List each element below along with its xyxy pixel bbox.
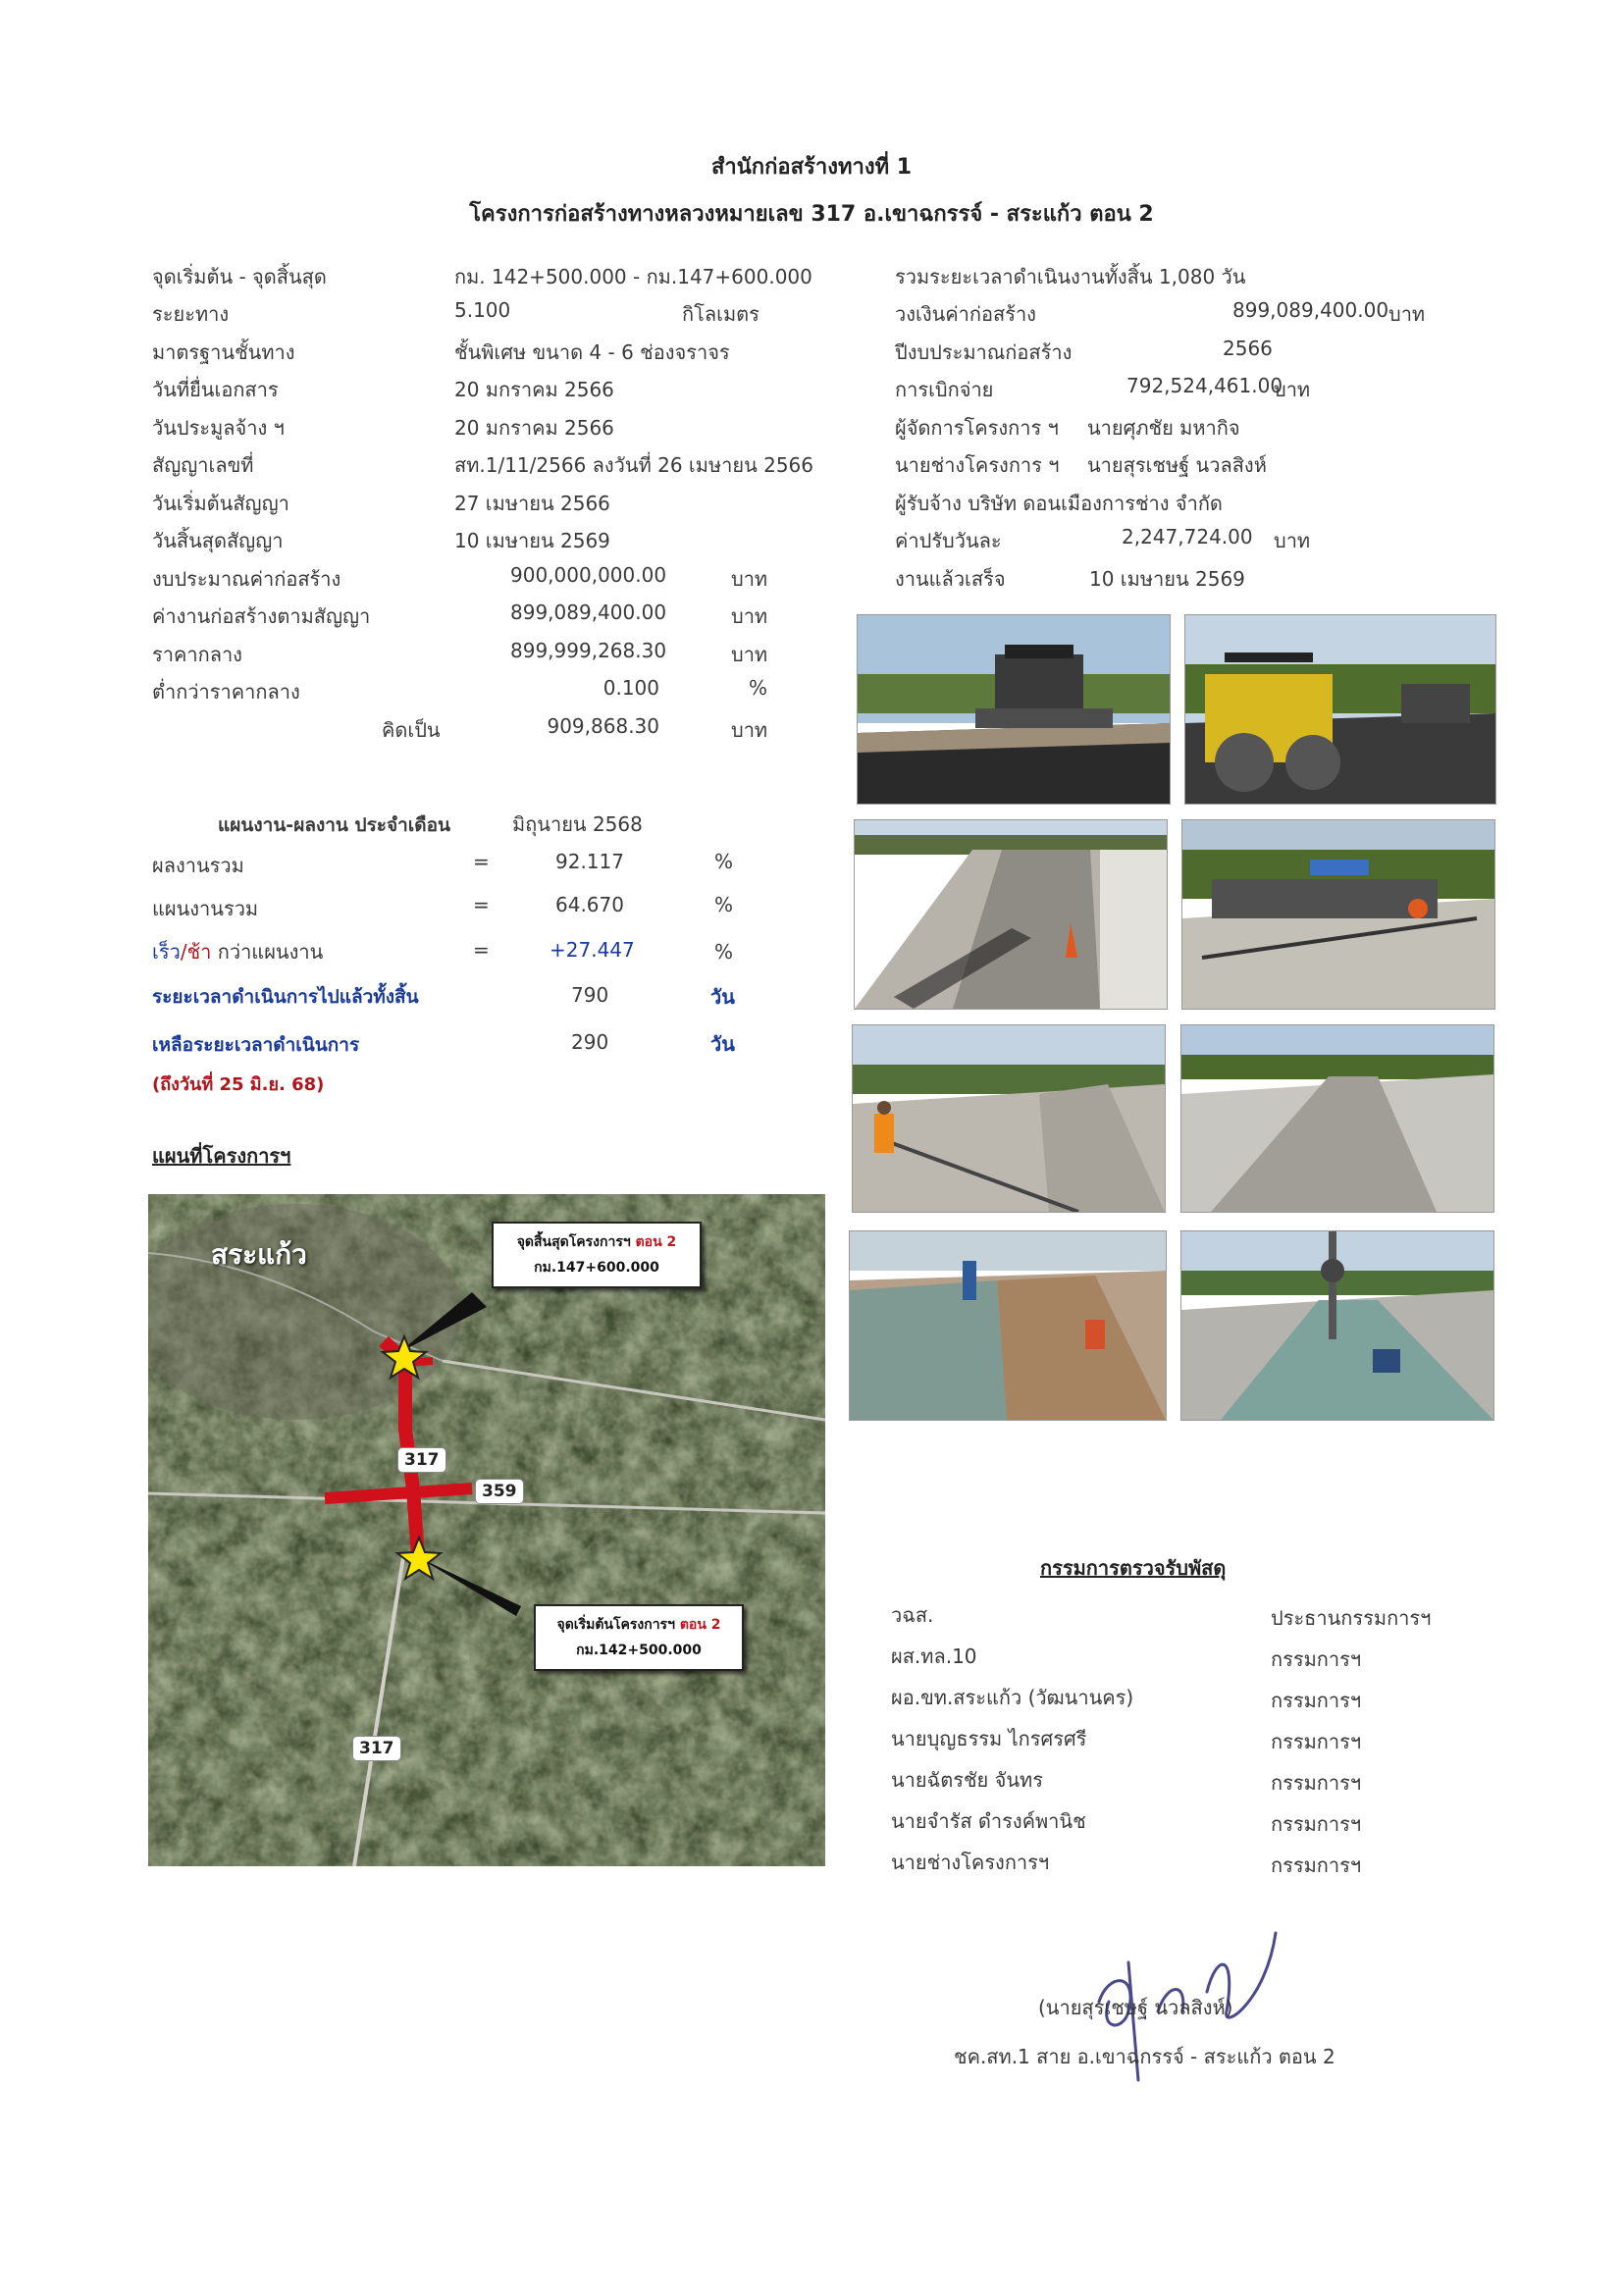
detail-unit: กิโลเมตร xyxy=(682,302,759,326)
photo-finished-concrete-road xyxy=(1180,1024,1494,1213)
daily-fine-unit: บาท xyxy=(1274,529,1311,552)
detail-value: ชั้นพิเศษ ขนาด 4 - 6 ช่องจราจร xyxy=(454,340,730,364)
detail-value: 5.100 xyxy=(454,298,511,322)
committee-heading: กรรมการตรวจรับพัสดุ xyxy=(1040,1556,1227,1580)
map-heading: แผนที่โครงการฯ xyxy=(152,1144,291,1168)
committee-member-role: ประธานกรรมการฯ xyxy=(1271,1606,1432,1630)
daily-fine-value: 2,247,724.00 xyxy=(1122,525,1253,548)
planned-progress-value: 64.670 xyxy=(555,893,624,916)
slow-label: ช้า xyxy=(186,940,212,964)
engineer-value: นายสุรเชษฐ์ นวลสิงห์ xyxy=(1087,453,1267,477)
vs-plan-label: กว่าแผนงาน xyxy=(211,940,324,964)
planned-progress-unit: % xyxy=(714,893,734,916)
diff-value: +27.447 xyxy=(550,938,635,962)
office-title: สำนักก่อสร้างทางที่ 1 xyxy=(710,155,913,180)
budget-value: 0.100 xyxy=(602,676,659,700)
fast-label: เร็ว xyxy=(152,940,181,964)
signer-name: (นายสุรเชษฐ์ นวลสิงห์) xyxy=(1038,1996,1233,2019)
budget-unit: บาท xyxy=(731,567,768,591)
route-shield-359: 359 xyxy=(475,1479,524,1504)
fast-slow-label xyxy=(152,936,323,967)
detail-label: สัญญาเลขที่ xyxy=(152,453,254,477)
budget-unit: บาท xyxy=(731,643,768,666)
engineer-label: นายช่างโครงการ ฯ xyxy=(895,453,1060,477)
photo-concrete-slab xyxy=(854,819,1168,1010)
route-shield-317-bottom: 317 xyxy=(352,1736,401,1761)
contract-budget-value: 899,089,400.00 xyxy=(1232,298,1389,322)
start-point-title: จุดเริ่มต้นโครงการฯ ตอน 2 xyxy=(556,1617,721,1633)
committee-member-role: กรรมการฯ xyxy=(1271,1730,1362,1753)
budget-label: ค่างานก่อสร้างตามสัญญา xyxy=(152,604,371,628)
contract-budget-unit: บาท xyxy=(1388,302,1426,326)
committee-member-name: นายบุญธรรม ไกรศรศรี xyxy=(891,1727,1087,1750)
committee-member-role: กรรมการฯ xyxy=(1271,1647,1362,1671)
actual-progress-unit: % xyxy=(714,850,734,873)
map-city-label: สระแก้ว xyxy=(211,1238,307,1271)
detail-value: 20 มกราคม 2566 xyxy=(454,416,614,440)
committee-member-name: นายจำรัส ดำรงค์พานิช xyxy=(891,1809,1086,1833)
committee-member-role: กรรมการฯ xyxy=(1271,1812,1362,1836)
completion-label: งานแล้วเสร็จ xyxy=(895,567,1006,591)
elapsed-label: ระยะเวลาดำเนินการไปแล้วทั้งสิ้น xyxy=(152,986,419,1008)
project-map xyxy=(148,1194,825,1866)
end-point-callout xyxy=(492,1222,702,1288)
disbursement-unit: บาท xyxy=(1274,378,1311,401)
end-point-km: กม.147+600.000 xyxy=(534,1260,659,1276)
photo-concrete-paving-crew xyxy=(1181,819,1495,1010)
detail-value: สท.1/11/2566 ลงวันที่ 26 เมษายน 2566 xyxy=(454,453,814,477)
disbursement-value: 792,524,461.00 xyxy=(1126,374,1283,397)
total-duration: รวมระยะเวลาดำเนินงานทั้งสิ้น 1,080 วัน xyxy=(895,265,1246,288)
slash: / xyxy=(180,940,187,964)
budget-unit: บาท xyxy=(731,604,768,628)
signer-position: ชค.สท.1 สาย อ.เขาฉกรรจ์ - สระแก้ว ตอน 2 xyxy=(954,2045,1335,2068)
fiscal-year-value: 2566 xyxy=(1223,337,1273,360)
budget-value: 900,000,000.00 xyxy=(510,563,667,587)
remaining-unit: วัน xyxy=(710,1032,735,1056)
budget-label: งบประมาณค่าก่อสร้าง xyxy=(152,567,341,591)
budget-label: คิดเป็น xyxy=(382,718,441,742)
photo-asphalt-paver xyxy=(857,614,1171,805)
budget-label: ต่ำกว่าราคากลาง xyxy=(152,680,300,704)
route-shield-317-top: 317 xyxy=(397,1447,446,1473)
budget-value: 909,868.30 xyxy=(547,714,659,738)
diff-eq: = xyxy=(473,938,490,962)
disbursement-label: การเบิกจ่าย xyxy=(895,378,994,401)
photo-paving-blocks-workers xyxy=(849,1230,1167,1421)
budget-unit: % xyxy=(749,676,768,700)
photo-concrete-finishing xyxy=(852,1024,1166,1213)
start-point-km: กม.142+500.000 xyxy=(576,1643,702,1658)
fiscal-year-label: ปีงบประมาณก่อสร้าง xyxy=(895,340,1073,364)
budget-label: ราคากลาง xyxy=(152,643,242,666)
detail-value: 27 เมษายน 2566 xyxy=(454,492,610,515)
photo-paving-blocks-install xyxy=(1180,1230,1494,1421)
progress-month: มิถุนายน 2568 xyxy=(512,812,643,836)
committee-member-name: ผส.ทล.10 xyxy=(891,1644,977,1668)
committee-member-role: กรรมการฯ xyxy=(1271,1689,1362,1712)
project-title: โครงการก่อสร้างทางหลวงหมายเลข 317 อ.เขาฉกรรจ์ - สระแก้ว ตอน 2 xyxy=(469,202,1154,227)
budget-unit: บาท xyxy=(731,718,768,742)
actual-progress-eq: = xyxy=(473,850,490,873)
photo-road-roller xyxy=(1184,614,1496,805)
planned-progress-label: แผนงานรวม xyxy=(152,897,259,920)
daily-fine-label: ค่าปรับวันละ xyxy=(895,529,1002,552)
diff-unit: % xyxy=(714,940,734,964)
end-point-title: จุดสิ้นสุดโครงการฯ ตอน 2 xyxy=(516,1234,677,1250)
completion-value: 10 เมษายน 2569 xyxy=(1089,567,1245,591)
elapsed-unit: วัน xyxy=(710,985,735,1009)
as-of-date: (ถึงวันที่ 25 มิ.ย. 68) xyxy=(152,1074,325,1095)
manager-value: นายศุภชัย มหากิจ xyxy=(1087,416,1240,440)
committee-member-name: นายฉัตรชัย จันทร xyxy=(891,1768,1043,1792)
satellite-map-image xyxy=(148,1194,825,1866)
detail-label: วันสิ้นสุดสัญญา xyxy=(152,529,284,552)
remaining-value: 290 xyxy=(571,1030,609,1054)
actual-progress-label: ผลงานรวม xyxy=(152,854,244,877)
committee-member-role: กรรมการฯ xyxy=(1271,1771,1362,1795)
budget-value: 899,999,268.30 xyxy=(510,639,667,662)
remaining-label: เหลือระยะเวลาดำเนินการ xyxy=(152,1034,360,1056)
start-point-callout xyxy=(534,1604,744,1671)
planned-progress-eq: = xyxy=(473,893,490,916)
contractor: ผู้รับจ้าง บริษัท ดอนเมืองการช่าง จำกัด xyxy=(895,492,1223,515)
detail-label: ระยะทาง xyxy=(152,302,230,326)
manager-label: ผู้จัดการโครงการ ฯ xyxy=(895,416,1059,440)
committee-member-role: กรรมการฯ xyxy=(1271,1853,1362,1877)
progress-heading: แผนงาน-ผลงาน ประจำเดือน xyxy=(218,814,451,836)
elapsed-value: 790 xyxy=(571,983,609,1007)
detail-label: วันเริ่มต้นสัญญา xyxy=(152,492,289,515)
detail-value: กม. 142+500.000 - กม.147+600.000 xyxy=(454,265,812,288)
committee-member-name: วฉส. xyxy=(891,1603,934,1627)
detail-label: จุดเริ่มต้น - จุดสิ้นสุด xyxy=(152,265,327,288)
contract-budget-label: วงเงินค่าก่อสร้าง xyxy=(895,302,1036,326)
committee-member-name: ผอ.ขท.สระแก้ว (วัฒนานคร) xyxy=(891,1686,1134,1709)
budget-value: 899,089,400.00 xyxy=(510,600,667,624)
committee-member-name: นายช่างโครงการฯ xyxy=(891,1851,1050,1874)
detail-label: มาตรฐานชั้นทาง xyxy=(152,340,295,364)
detail-label: วันประมูลจ้าง ฯ xyxy=(152,416,285,440)
detail-label: วันที่ยื่นเอกสาร xyxy=(152,378,279,401)
actual-progress-value: 92.117 xyxy=(555,850,624,873)
detail-value: 20 มกราคม 2566 xyxy=(454,378,614,401)
detail-value: 10 เมษายน 2569 xyxy=(454,529,610,552)
